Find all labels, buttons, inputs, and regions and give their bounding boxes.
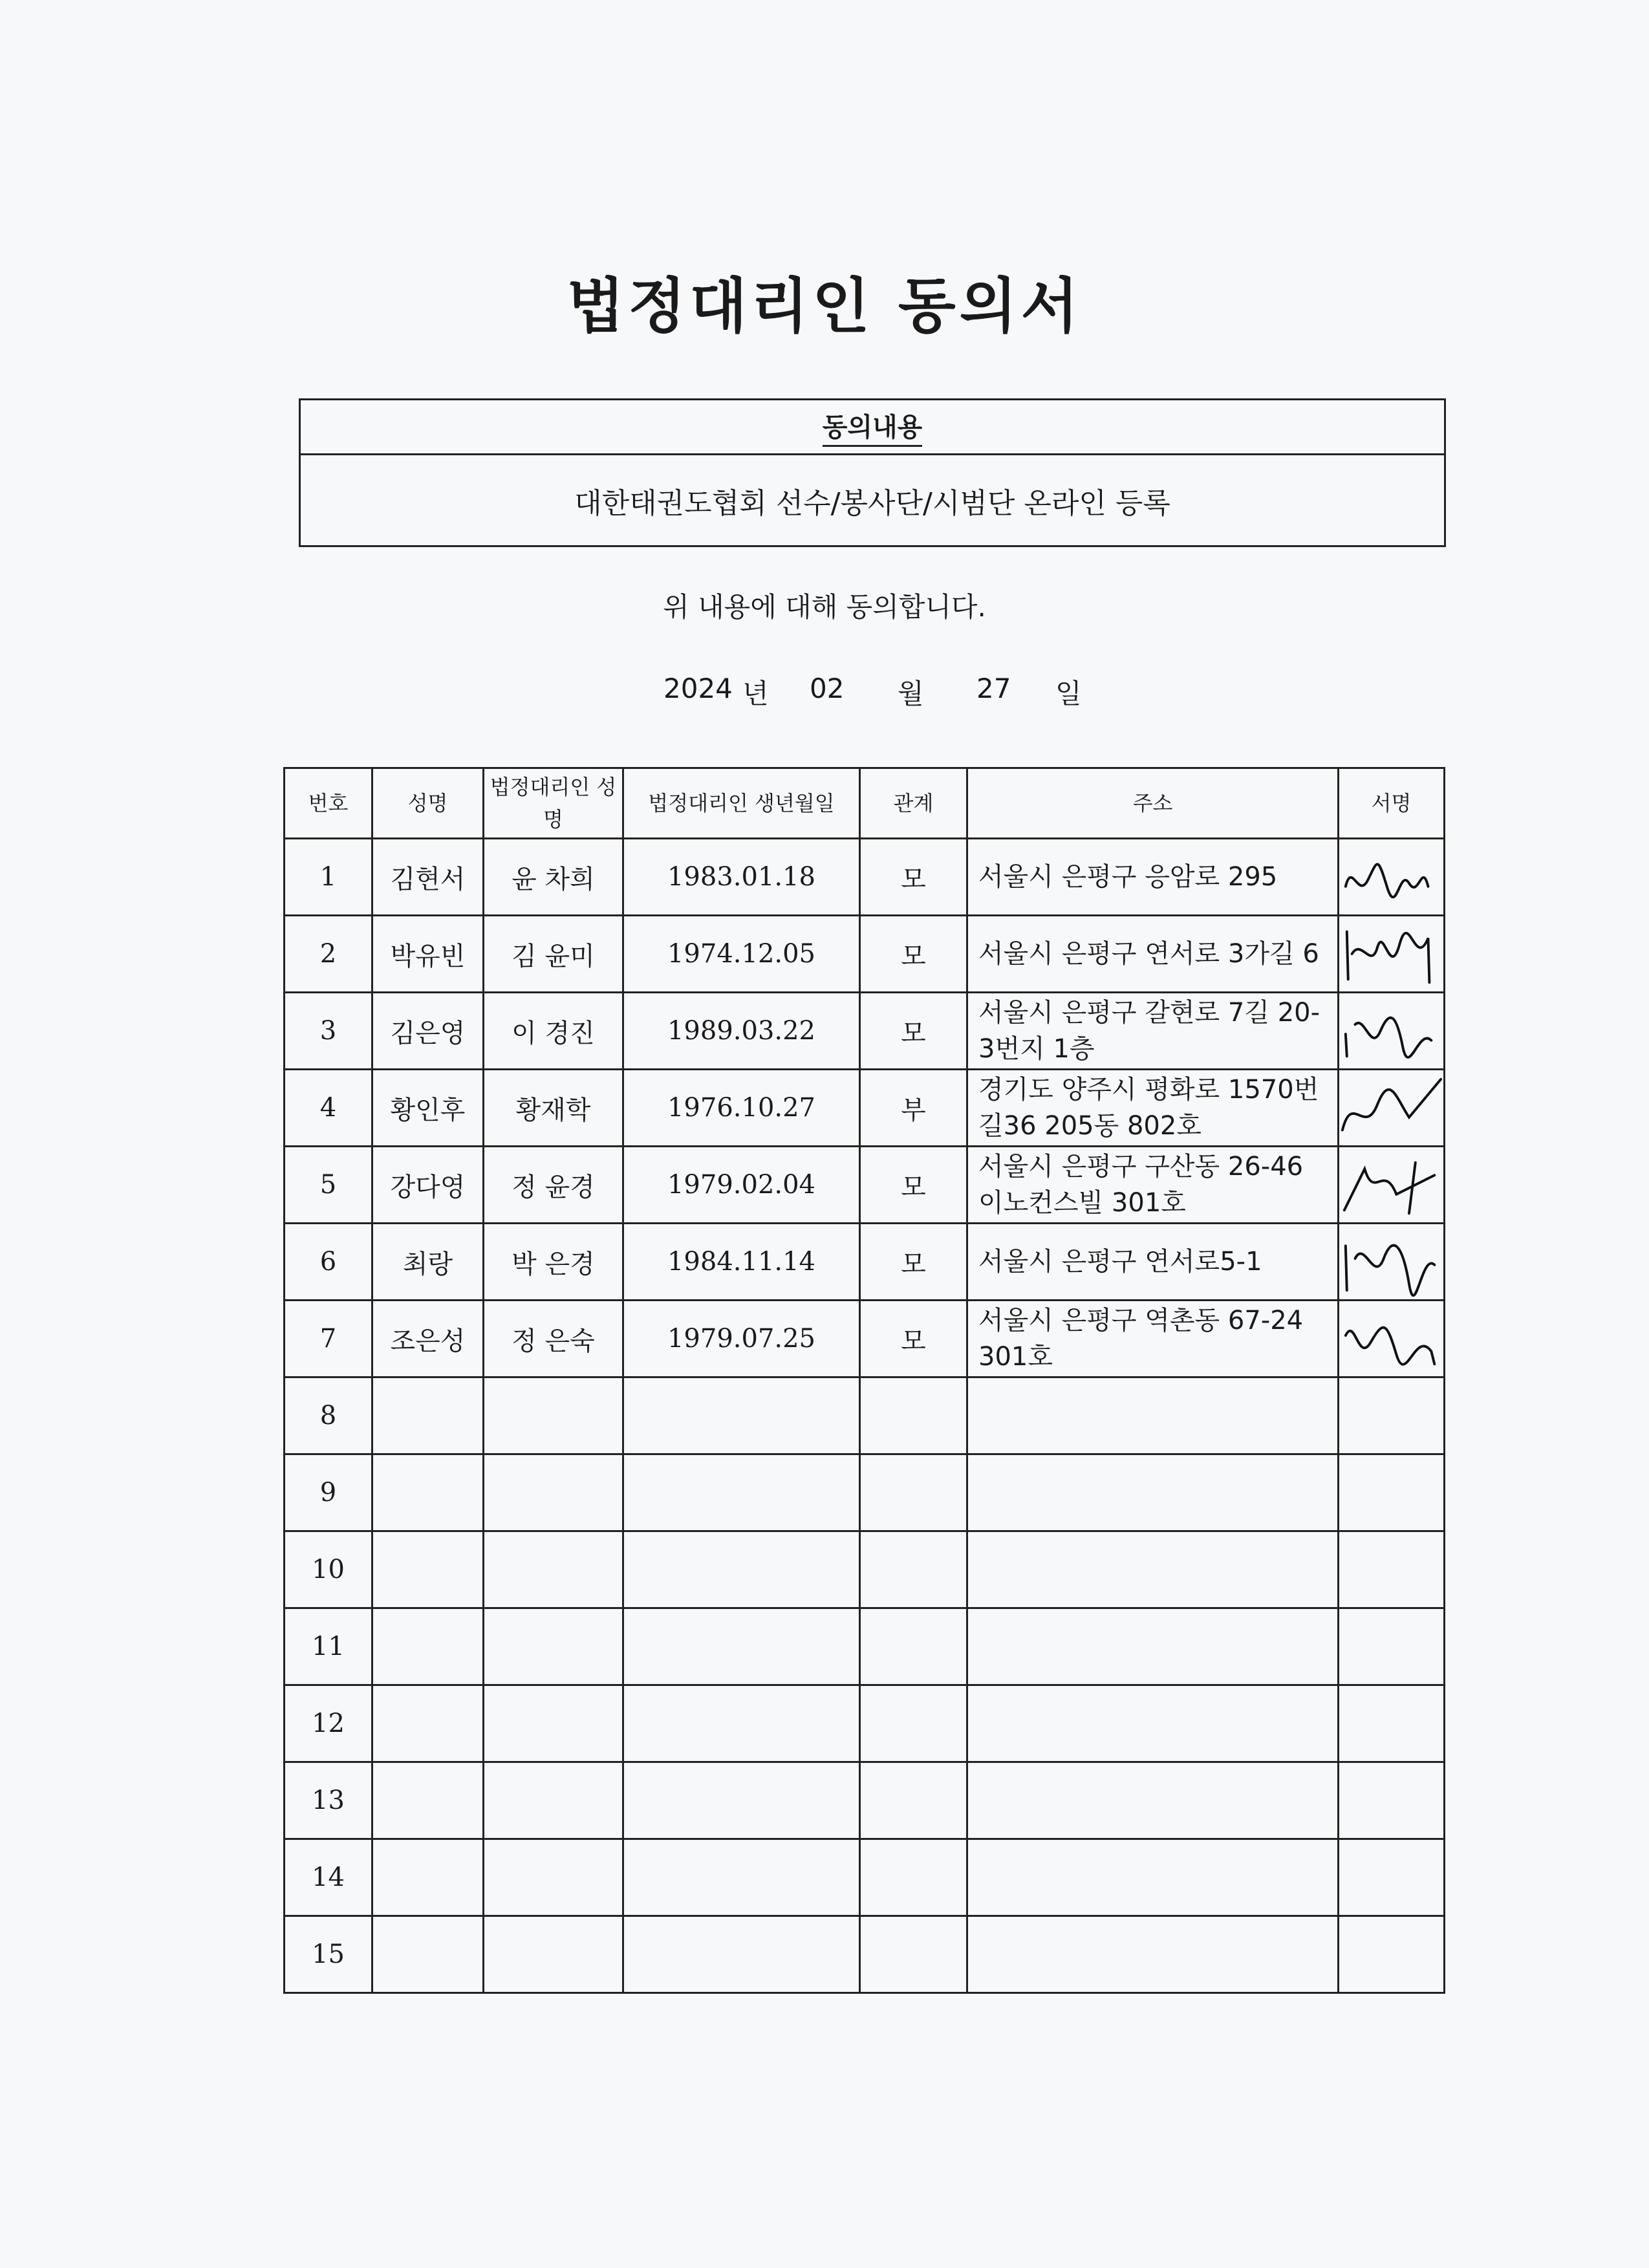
row-guardian-name — [484, 1608, 623, 1685]
date-day-unit: 일 — [1055, 678, 1082, 709]
header-signature: 서명 — [1339, 768, 1445, 839]
row-relation — [860, 1608, 967, 1685]
row-signature — [1339, 1301, 1445, 1377]
row-relation — [860, 1685, 967, 1762]
row-relation — [860, 1839, 967, 1916]
row-relation — [860, 1916, 967, 1993]
handwritten-signature — [1339, 918, 1443, 989]
row-guardian-birth: 1979.07.25 — [623, 1301, 860, 1377]
row-relation: 모 — [860, 1301, 967, 1377]
row-no: 12 — [285, 1685, 372, 1762]
header-no: 번호 — [285, 768, 372, 839]
row-relation — [860, 1377, 967, 1454]
row-signature — [1339, 1377, 1445, 1454]
row-signature — [1339, 916, 1445, 993]
table-row — [285, 1608, 1445, 1685]
consent-content: 대한태권도협회 선수/봉사단/시범단 온라인 등록 — [574, 487, 1170, 520]
row-relation: 모 — [860, 993, 967, 1070]
row-name — [372, 1762, 484, 1839]
row-no: 10 — [285, 1531, 372, 1608]
row-guardian-birth — [623, 1839, 860, 1916]
row-address: 서울시 은평구 구산동 26-46 이노컨스빌 301호 — [967, 1147, 1339, 1224]
row-relation — [860, 1531, 967, 1608]
table-row — [285, 1147, 1445, 1224]
header-address: 주소 — [967, 768, 1339, 839]
row-guardian-birth: 1983.01.18 — [623, 839, 860, 916]
agree-statement: 위 내용에 대해 동의합니다. — [663, 591, 986, 623]
consent-header — [301, 400, 1444, 455]
row-relation: 부 — [860, 1070, 967, 1147]
row-relation — [860, 1762, 967, 1839]
table-row — [285, 1301, 1445, 1377]
row-no: 7 — [285, 1301, 372, 1377]
row-name — [372, 1685, 484, 1762]
header-name: 성명 — [372, 768, 484, 839]
row-address — [967, 1916, 1339, 1993]
row-guardian-birth — [623, 1762, 860, 1839]
row-address — [967, 1685, 1339, 1762]
handwritten-signature — [1339, 1226, 1443, 1297]
row-no: 5 — [285, 1147, 372, 1224]
table-row — [285, 1377, 1445, 1454]
table-row — [285, 1685, 1445, 1762]
row-guardian-birth — [623, 1608, 860, 1685]
row-guardian-birth — [623, 1454, 860, 1531]
row-no: 15 — [285, 1916, 372, 1993]
row-signature — [1339, 1762, 1445, 1839]
row-guardian-birth: 1989.03.22 — [623, 993, 860, 1070]
row-guardian-birth — [623, 1377, 860, 1454]
table-row — [285, 1531, 1445, 1608]
handwritten-signature — [1339, 841, 1443, 913]
row-no: 9 — [285, 1454, 372, 1531]
row-guardian-name — [484, 1685, 623, 1762]
row-address: 서울시 은평구 연서로 3가길 6 — [967, 916, 1339, 993]
row-address — [967, 1762, 1339, 1839]
row-no: 14 — [285, 1839, 372, 1916]
row-guardian-birth: 1974.12.05 — [623, 916, 860, 993]
row-name: 김현서 — [372, 839, 484, 916]
row-signature — [1339, 1147, 1445, 1224]
consent-header-label: 동의내용 — [823, 407, 923, 447]
row-no: 11 — [285, 1608, 372, 1685]
row-address: 서울시 은평구 연서로5-1 — [967, 1224, 1339, 1301]
row-guardian-birth — [623, 1531, 860, 1608]
row-address: 서울시 은평구 갈현로 7길 20-3번지 1층 — [967, 993, 1339, 1070]
row-name — [372, 1454, 484, 1531]
row-name — [372, 1608, 484, 1685]
table-header-row — [285, 768, 1445, 839]
row-relation — [860, 1454, 967, 1531]
row-guardian-birth — [623, 1685, 860, 1762]
row-relation: 모 — [860, 839, 967, 916]
row-signature — [1339, 1224, 1445, 1301]
table-row — [285, 1454, 1445, 1531]
date-line — [0, 673, 1649, 711]
row-signature — [1339, 1531, 1445, 1608]
row-signature — [1339, 1608, 1445, 1685]
row-guardian-name — [484, 1839, 623, 1916]
row-guardian-birth — [623, 1916, 860, 1993]
row-name: 강다영 — [372, 1147, 484, 1224]
row-guardian-name: 정 은숙 — [484, 1301, 623, 1377]
table-row — [285, 916, 1445, 993]
row-signature — [1339, 1685, 1445, 1762]
row-guardian-birth: 1984.11.14 — [623, 1224, 860, 1301]
page-title: 법정대리인 동의서 — [566, 272, 1083, 341]
row-address — [967, 1377, 1339, 1454]
consent-box — [299, 398, 1446, 547]
header-guardian-birth: 법정대리인 생년월일 — [623, 768, 860, 839]
row-no: 2 — [285, 916, 372, 993]
row-name: 김은영 — [372, 993, 484, 1070]
table-row — [285, 1762, 1445, 1839]
row-signature — [1339, 839, 1445, 916]
guardian-table — [283, 767, 1445, 1994]
date-month-unit: 월 — [898, 678, 924, 709]
table-row — [285, 839, 1445, 916]
handwritten-signature — [1339, 1072, 1443, 1143]
row-guardian-name — [484, 1454, 623, 1531]
row-signature — [1339, 1454, 1445, 1531]
table-body — [285, 839, 1445, 1993]
row-no: 13 — [285, 1762, 372, 1839]
row-address: 서울시 은평구 응암로 295 — [967, 839, 1339, 916]
date-month: 02 — [810, 673, 845, 704]
table-row — [285, 1224, 1445, 1301]
row-name — [372, 1916, 484, 1993]
row-signature — [1339, 993, 1445, 1070]
row-guardian-name — [484, 1531, 623, 1608]
row-guardian-name — [484, 1916, 623, 1993]
row-guardian-name — [484, 1762, 623, 1839]
row-name: 박유빈 — [372, 916, 484, 993]
date-year-unit: 년 — [742, 678, 769, 709]
row-name: 조은성 — [372, 1301, 484, 1377]
table-row — [285, 1916, 1445, 1993]
row-address: 서울시 은평구 역촌동 67-24 301호 — [967, 1301, 1339, 1377]
row-signature — [1339, 1070, 1445, 1147]
row-name — [372, 1377, 484, 1454]
row-name — [372, 1531, 484, 1608]
row-guardian-name — [484, 1377, 623, 1454]
handwritten-signature — [1339, 995, 1443, 1066]
row-address: 경기도 양주시 평화로 1570번길36 205동 802호 — [967, 1070, 1339, 1147]
row-address — [967, 1454, 1339, 1531]
row-address — [967, 1839, 1339, 1916]
row-guardian-birth: 1979.02.04 — [623, 1147, 860, 1224]
row-guardian-name: 황재학 — [484, 1070, 623, 1147]
row-no: 3 — [285, 993, 372, 1070]
row-guardian-name: 윤 차희 — [484, 839, 623, 916]
row-address — [967, 1531, 1339, 1608]
row-relation: 모 — [860, 916, 967, 993]
row-signature — [1339, 1839, 1445, 1916]
row-guardian-name: 정 윤경 — [484, 1147, 623, 1224]
row-relation: 모 — [860, 1224, 967, 1301]
row-guardian-name: 이 경진 — [484, 993, 623, 1070]
row-address — [967, 1608, 1339, 1685]
row-name: 최랑 — [372, 1224, 484, 1301]
date-year: 2024 — [663, 673, 733, 704]
row-signature — [1339, 1916, 1445, 1993]
header-guardian-name: 법정대리인 성명 — [484, 768, 623, 839]
header-relation: 관계 — [860, 768, 967, 839]
handwritten-signature — [1339, 1149, 1443, 1220]
row-guardian-name: 김 윤미 — [484, 916, 623, 993]
table-row — [285, 993, 1445, 1070]
row-name — [372, 1839, 484, 1916]
row-no: 1 — [285, 839, 372, 916]
row-no: 4 — [285, 1070, 372, 1147]
handwritten-signature — [1339, 1303, 1443, 1374]
row-no: 6 — [285, 1224, 372, 1301]
row-guardian-birth: 1976.10.27 — [623, 1070, 860, 1147]
table-row — [285, 1839, 1445, 1916]
date-day: 27 — [976, 673, 1011, 704]
row-no: 8 — [285, 1377, 372, 1454]
row-name: 황인후 — [372, 1070, 484, 1147]
table-row — [285, 1070, 1445, 1147]
row-relation: 모 — [860, 1147, 967, 1224]
row-guardian-name: 박 은경 — [484, 1224, 623, 1301]
